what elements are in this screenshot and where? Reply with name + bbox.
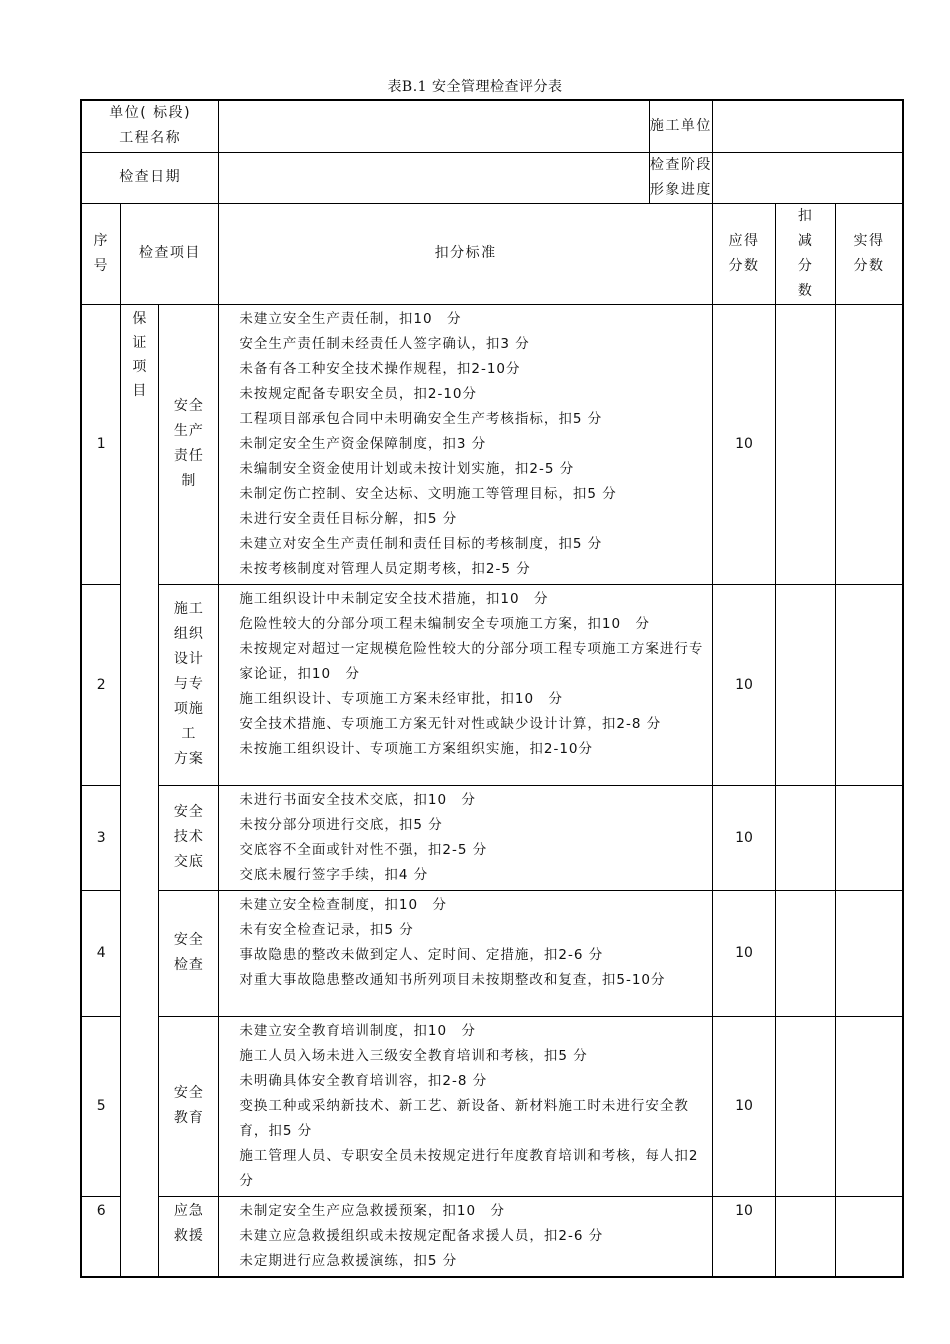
unit-label-line1: 单位( 标段) — [109, 105, 192, 122]
header-row-unit — [81, 100, 903, 152]
row-standards: 施工组织设计中未制定安全技术措施，扣10 分 危险性较大的分部分项工程未编制安全专项施工方案，扣10 分 未按规定对超过一定规模危险性较大的分部分项工程专项施工方案进行专家论证，扣10 分 施工组织设计、专项施工方案未经审批，扣10 分 安全技术措施、专项施工方案无针对性或缺少设计计算，扣2-8 分 未按施工组织设计、专项施工方案组织实施，扣2-10分 — [219, 584, 713, 785]
check-date-label: 检查日期 — [81, 152, 219, 203]
row-deduct-cell[interactable] — [776, 1016, 836, 1196]
unit-label-cell — [81, 100, 219, 152]
col-standard-header: 扣分标准 — [219, 203, 713, 304]
unit-value-cell[interactable] — [219, 100, 649, 152]
row-deduct-cell[interactable] — [776, 890, 836, 1016]
col-deduct-line2: 减 — [797, 232, 814, 249]
row-category: 安全 教育 — [159, 1016, 219, 1196]
row-deduct-cell[interactable] — [776, 1196, 836, 1277]
table-row — [81, 785, 903, 890]
col-due-line2: 分数 — [728, 257, 760, 274]
row-due-score: 10 — [712, 1016, 775, 1196]
stage-label-cell — [649, 152, 712, 203]
row-actual-cell[interactable] — [836, 304, 903, 584]
table-row — [81, 1196, 903, 1277]
row-seq: 4 — [81, 890, 121, 1016]
row-seq: 5 — [81, 1016, 121, 1196]
col-actual-header — [836, 203, 903, 304]
col-actual-line2: 分数 — [853, 257, 885, 274]
table-row — [81, 1016, 903, 1196]
row-standards: 未进行书面安全技术交底，扣10 分 未按分部分项进行交底，扣5 分 交底容不全面或针对性不强，扣2-5 分 交底未履行签字手续，扣4 分 — [219, 785, 713, 890]
guarantee-items-label: 保 证 项 目 — [121, 304, 159, 1277]
col-item-header: 检查项目 — [121, 203, 219, 304]
table-row — [81, 890, 903, 1016]
row-actual-cell[interactable] — [836, 584, 903, 785]
col-deduct-header — [776, 203, 836, 304]
col-seq-header — [81, 203, 121, 304]
row-seq: 1 — [81, 304, 121, 584]
table-row — [81, 304, 903, 584]
col-deduct-line1: 扣 — [797, 207, 814, 224]
col-seq-line1: 序 — [93, 232, 109, 249]
row-standards: 未建立安全生产责任制，扣10 分 安全生产责任制未经责任人签字确认，扣3 分 未备有各工种安全技术操作规程，扣2-10分 未按规定配备专职安全员，扣2-10分 工程项目部承包合同中未明确安全生产考核指标，扣5 分 未制定安全生产资金保障制度，扣3 分 未编制安全资金使用计划或未按计划实施，扣2-5 分 未制定伤亡控制、安全达标、文明施工等管理目标，扣5 分 未进行安全责任目标分解，扣5 分 未建立对安全生产责任制和责任目标的考核制度，扣5 分 未按考核制度对管理人员定期考核，扣2-5 分 — [219, 304, 713, 584]
row-seq: 6 — [81, 1196, 121, 1277]
header-row-date — [81, 152, 903, 203]
row-due-score: 10 — [712, 304, 775, 584]
row-category: 安全 生产 责任 制 — [159, 304, 219, 584]
col-seq-line2: 号 — [93, 257, 109, 274]
row-due-score: 10 — [712, 1196, 775, 1277]
row-deduct-cell[interactable] — [776, 304, 836, 584]
row-category: 应急 救援 — [159, 1196, 219, 1277]
row-deduct-cell[interactable] — [776, 785, 836, 890]
row-standards: 未制定安全生产应急救援预案，扣10 分 未建立应急救援组织或未按规定配备求援人员，扣2-6 分 未定期进行应急救援演练，扣5 分 — [219, 1196, 713, 1277]
row-standards: 未建立安全检查制度，扣10 分 未有安全检查记录，扣5 分 事故隐患的整改未做到定人、定时间、定措施，扣2-6 分 对重大事故隐患整改通知书所列项目未按期整改和复查，扣5-10分 — [219, 890, 713, 1016]
column-header-row — [81, 203, 903, 304]
safety-management-score-table — [80, 99, 904, 1278]
col-deduct-line3: 分 — [797, 257, 814, 274]
row-seq: 2 — [81, 584, 121, 785]
construction-unit-value-cell[interactable] — [712, 100, 903, 152]
col-due-line1: 应得 — [728, 232, 760, 249]
row-due-score: 10 — [712, 890, 775, 1016]
row-actual-cell[interactable] — [836, 890, 903, 1016]
stage-value-cell[interactable] — [712, 152, 903, 203]
row-seq: 3 — [81, 785, 121, 890]
row-category: 施工 组织 设计 与专 项施 工 方案 — [159, 584, 219, 785]
col-due-header — [712, 203, 775, 304]
table-row — [81, 584, 903, 785]
row-category: 安全 技术 交底 — [159, 785, 219, 890]
row-due-score: 10 — [712, 785, 775, 890]
row-standards: 未建立安全教育培训制度，扣10 分 施工人员入场未进入三级安全教育培训和考核，扣5 分 未明确具体安全教育培训容，扣2-8 分 变换工种或采纳新技术、新工艺、新设备、新材料施工时未进行安全教育，扣5 分 施工管理人员、专职安全员未按规定进行年度教育培训和考核，每人扣2 分 — [219, 1016, 713, 1196]
table-title: 表B.1 安全管理检查评分表 — [387, 79, 563, 95]
stage-label-line2: 形象进度 — [649, 181, 712, 198]
unit-label-line2: 工程名称 — [119, 130, 182, 147]
check-date-value-cell[interactable] — [219, 152, 649, 203]
construction-unit-label: 施工单位 — [649, 100, 712, 152]
row-category: 安全 检查 — [159, 890, 219, 1016]
row-actual-cell[interactable] — [836, 1196, 903, 1277]
col-deduct-line4: 数 — [797, 282, 814, 299]
row-actual-cell[interactable] — [836, 1016, 903, 1196]
row-actual-cell[interactable] — [836, 785, 903, 890]
stage-label-line1: 检查阶段 — [649, 156, 712, 173]
col-actual-line1: 实得 — [853, 232, 885, 249]
row-deduct-cell[interactable] — [776, 584, 836, 785]
row-due-score: 10 — [712, 584, 775, 785]
